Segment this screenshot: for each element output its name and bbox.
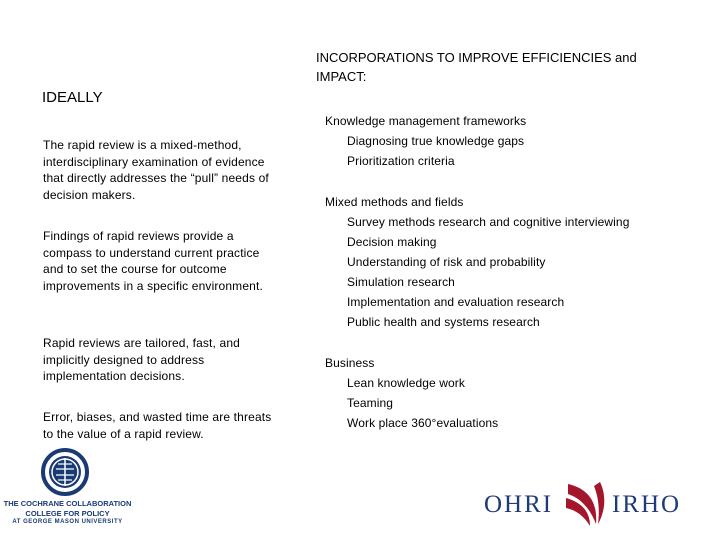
paragraph-threats: Error, biases, and wasted time are threats to the value of a rapid review.: [43, 410, 272, 441]
list-item: Diagnosing true knowledge gaps: [347, 134, 525, 148]
ohri-word-right: IRHO: [612, 491, 682, 518]
group-mixed-methods: [325, 192, 705, 332]
paragraph-findings: Findings of rapid reviews provide a compass to understand current practice and to set the course for outcome improvements in a specific environment.: [43, 229, 263, 293]
paragraph-tailored: Rapid reviews are tailored, fast, and implicitly designed to address implementation decisions.: [43, 336, 240, 383]
ohri-logo: [484, 478, 689, 530]
list-item: Prioritization criteria: [347, 154, 455, 168]
cochrane-logo: [0, 448, 135, 530]
right-heading: INCORPORATIONS TO IMPROVE EFFICIENCIES and IMPACT:: [316, 50, 637, 84]
group-title: Business: [325, 356, 375, 370]
cochrane-line2: COLLEGE FOR POLICY: [25, 509, 110, 518]
list-item: Survey methods research and cognitive interviewing: [347, 215, 630, 229]
list-item: Teaming: [347, 396, 394, 410]
list-item: Implementation and evaluation research: [347, 295, 565, 309]
cochrane-line3: AT GEORGE MASON UNIVERSITY: [12, 519, 123, 525]
group-title: Mixed methods and fields: [325, 195, 464, 209]
list-item: Understanding of risk and probability: [347, 255, 546, 269]
ohri-word-left: OHRI: [484, 491, 554, 518]
group-business: [325, 353, 705, 433]
list-item: Work place 360°evaluations: [347, 416, 499, 430]
paragraph-definition: The rapid review is a mixed-method, interdisciplinary examination of evidence that directly addresses the “pull” needs of decision makers.: [43, 138, 269, 202]
ohri-mark-icon: [560, 478, 610, 530]
cochrane-emblem-icon: [0, 448, 135, 500]
list-item: Simulation research: [347, 275, 455, 289]
group-knowledge-management: [325, 111, 705, 171]
list-item: Public health and systems research: [347, 315, 540, 329]
list-item: Decision making: [347, 235, 437, 249]
left-heading: IDEALLY: [42, 89, 103, 106]
group-title: Knowledge management frameworks: [325, 114, 527, 128]
cochrane-line1: THE COCHRANE COLLABORATION: [3, 499, 132, 508]
list-item: Lean knowledge work: [347, 376, 465, 390]
